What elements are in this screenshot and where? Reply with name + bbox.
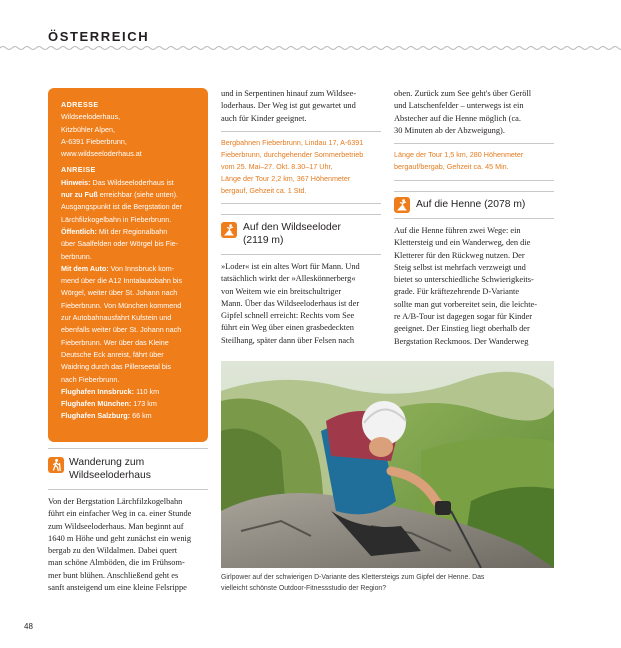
body-line: grade. Für kräftezehrende D-Variante [394,287,520,297]
hinweis-emphasis: nur zu Fuß [61,190,98,200]
caption-line: Girlpower auf der schwierigen D-Variante des Klettersteigs zum Gipfel der Henne. Das [221,574,485,581]
body-line: »Loder« ist ein altes Wort für Mann. Und [221,262,360,271]
flight-label: Flughafen Salzburg: [61,411,131,421]
climber-photo [221,361,554,568]
auto-label: Mit dem Auto: [61,263,109,273]
auto-line: mend über die A12 Inntalautobahn bis [61,276,183,286]
body-line: Abstecher auf die Henne möglich (ca. [394,113,521,123]
body-line: oben. Zurück zum See geht's über Geröll [394,89,532,98]
address-heading: ADRESSE [61,100,99,109]
oeffentlich-line [61,226,201,238]
section-heading-henne: Auf die Henne (2078 m) [416,199,526,210]
body-line: Bergstation Reckmoos. Der Wanderweg [394,336,529,346]
body-line: man schöne Almböden, die im Frühsom- [48,558,185,568]
header-divider [0,44,621,52]
hinweis-line: Lärchfilzkogelbahn in Fieberbrunn. [61,214,172,224]
col2-body [221,261,381,347]
section-heading-wanderung [69,457,151,482]
climber-icon [221,222,237,238]
body-line: bietet so unterschiedliche Schwierigkeits- [394,275,534,285]
hinweis-line: Ausgangspunkt ist die Bergstation der [61,202,183,212]
flight-distance: 110 km [134,386,160,396]
hiker-icon [48,457,64,473]
body-line: 1640 m Höhe und geht zunächst ein wenig [48,533,192,543]
col3-body [394,225,554,348]
hinweis-text: erreichbar (siehe unten). [97,190,179,200]
caption-line: vielleicht schönste Outdoor-Fitnessstudio der Region? [221,584,387,592]
section-divider [48,448,208,449]
body-line: und in Serpentinen hinauf zum Wildsee- [221,89,357,98]
info-line: vom 25. Mai–27. Okt. 8.30–17 Uhr, [221,162,333,172]
address-line: A-6391 Fieberbrunn, [61,136,127,146]
body-line: Mann. Über das Wildseeloderhaus ist der [221,298,360,308]
section-divider [221,254,381,255]
flight-distance: 66 km [130,411,152,421]
body-line: sollte man gut vorbereitet sein, die leichte- [394,299,538,309]
info-line: Länge der Tour 1,5 km, 280 Höhenmeter [394,150,524,159]
body-line: Kletterer für den Rückweg nutzen. Der [394,250,525,260]
auto-line: Wörgel, weiter über St. Johann nach [61,288,178,298]
flight-line [61,410,201,422]
website-link[interactable]: www.wildseeloderhaus.at [61,149,142,159]
section-divider [394,218,554,219]
info-divider [221,131,381,132]
body-line: sanft ansteigend um eine kleine Felsrippe [48,583,187,593]
info-divider [221,203,381,204]
anreise-heading: ANREISE [61,165,96,175]
col3-body-top [394,88,554,137]
body-line: von Weitem wie ein breitschultriger [221,286,342,296]
hinweis-label: Hinweis: [61,177,91,187]
address-line: Kitzbühler Alpen, [61,124,115,134]
section-heading-wildseeloder [243,222,341,247]
section-divider [394,191,554,192]
page-number: 48 [24,622,33,631]
info-divider [394,180,554,181]
info-line: Bergbahnen Fieberbrunn, Lindau 17, A-6391 [221,138,364,147]
body-line: führt ein Weg über einen grasbedeckten [221,323,354,333]
body-line: führt ein einfacher Weg in ca. einer Stunde [48,509,192,519]
section-divider [48,489,208,490]
info-line: bergauf, Gehzeit ca. 1 Std. [221,186,307,196]
section-heading-line: Auf den Wildseeloder [243,222,341,233]
climber-icon [394,197,410,213]
section-heading-line: Wildseeloderhaus [69,469,151,481]
body-line: Steig selbst ist mehrfach verzweigt und [394,262,526,272]
flight-label: Flughafen Innsbruck: [61,386,135,396]
oeffentlich-line: über Saalfelden oder Wörgel bis Fie- [61,239,179,249]
body-line: zum Wildseeloderhaus. Man beginnt auf [48,521,184,531]
photo-illustration [221,361,554,568]
flight-distance: 173 km [131,399,157,409]
oeffentlich-text: Mit der Regionalbahn [96,226,168,236]
info-line: Länge der Tour 2,2 km, 367 Höhenmeter [221,174,351,184]
body-line: Klettersteig und ein Wanderweg, den die [394,238,531,248]
body-line: loderhaus. Der Weg ist gut gewartet und [221,101,356,111]
section-heading-line: Wanderung zum [69,457,145,468]
hinweis-text: Das Wildseeloderhaus ist [90,177,174,187]
auto-line: zur Autobahnausfahrt Kufstein und [61,313,172,323]
body-line: und Latschenfelder – unterwegs ist ein [394,101,524,111]
auto-line: Waidring durch das Pillerseetal bis [61,362,171,372]
section-divider [221,214,381,215]
info-divider [394,143,554,144]
hinweis-line [61,189,201,201]
auto-line: Fieberbrunn. Von München kommend [61,300,182,310]
body-line: 30 Minuten ab der Abzweigung). [394,125,505,135]
hinweis-line [61,177,201,189]
auto-line: Fieberbrunn. Wer über das Kleine [61,337,169,347]
col2-body-top [221,88,381,125]
auto-line: Deutsche Eck anreist, fährt über [61,349,164,359]
auto-text: Von Innsbruck kom- [108,263,175,273]
oeffentlich-label: Öffentlich: [61,226,97,236]
page-section-title: ÖSTERREICH [48,29,150,44]
body-line: tatsächlich wirkt der »Alleskönnerberg« [221,274,356,284]
body-line: mer bunt blühen. Anschließend geht es [48,570,179,580]
body-line: re A/B-Tour ist dagegen sogar für Kinder [394,312,533,322]
info-line: Fieberbrunn, durchgehender Sommerbetrieb [221,150,364,160]
photo-caption [221,573,554,594]
flight-line [61,398,201,410]
info-box [48,88,208,442]
body-line: Von der Bergstation Lärchfilzkogelbahn [48,497,183,506]
body-line: auch für Kinder geeignet. [221,113,307,123]
address-line: Wildseeloderhaus, [61,112,121,122]
col3-tour-info [394,149,554,173]
body-line: bergab zu den Wildalmen. Dabei quert [48,546,178,556]
flight-label: Flughafen München: [61,399,132,409]
body-line: geeignet. Der Einstieg liegt oberhalb der [394,324,530,334]
auto-line: nach Fieberbrunn. [61,374,120,384]
body-line: Gipfel schnell erreicht: Rechts vom See [221,311,355,321]
info-line: bergauf/bergab, Gehzeit ca. 45 Min. [394,162,509,172]
section-heading-line: (2119 m) [243,234,284,246]
body-line: Auf die Henne führen zwei Wege: ein [394,226,521,235]
oeffentlich-line: berbrunn. [61,251,92,261]
col2-tour-info [221,137,381,197]
wanderung-body [48,496,208,594]
flight-line [61,386,201,398]
auto-line: ebenfalls weiter über St. Johann nach [61,325,182,335]
body-line: Steilhang, später dann über Felsen nach [221,335,355,345]
auto-line [61,263,201,275]
